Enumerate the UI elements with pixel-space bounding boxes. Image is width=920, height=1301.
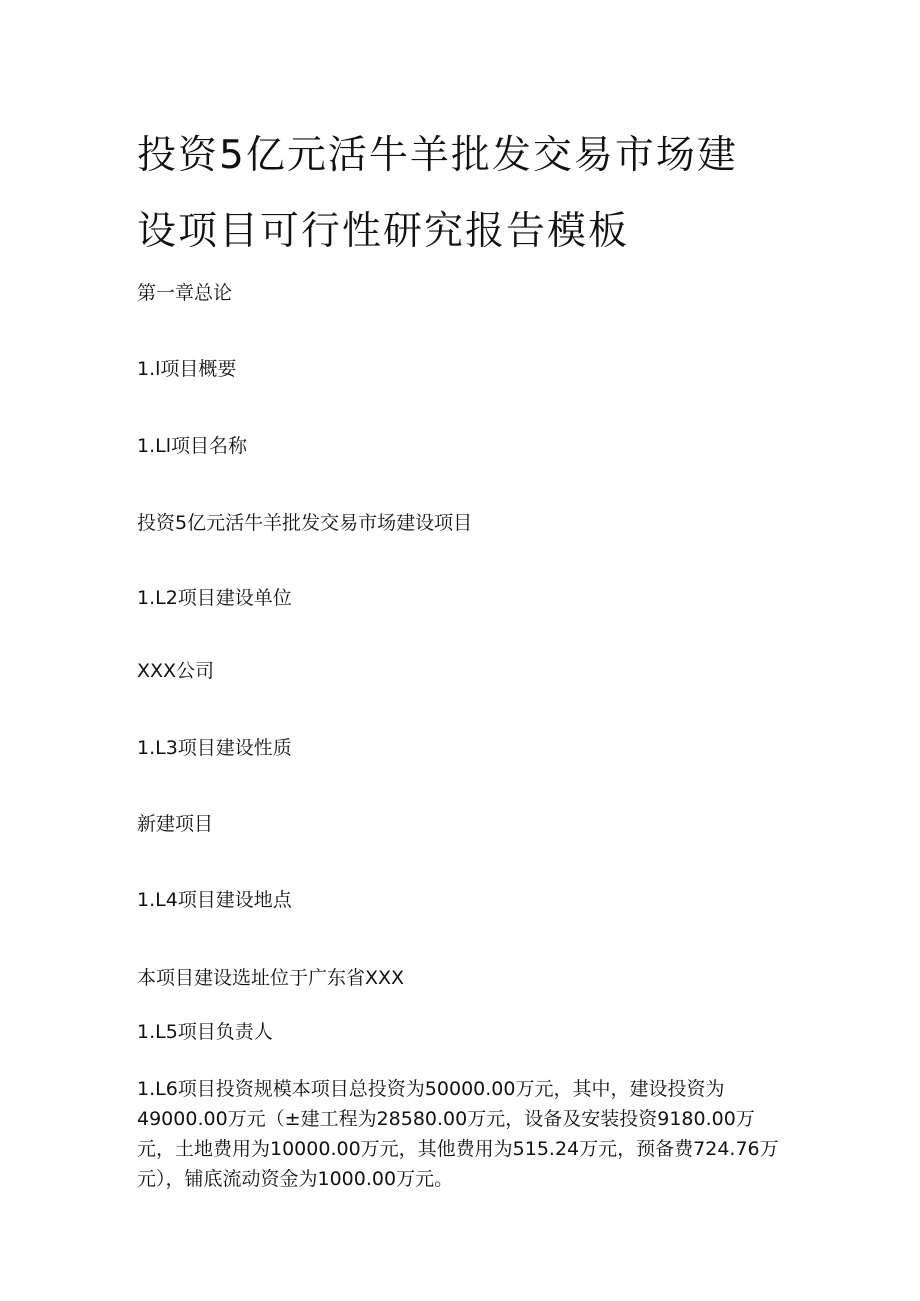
subsection-heading-project-leader: 1.L5项目负责人 bbox=[137, 1021, 273, 1043]
investment-scale-paragraph: 1.L6项目投资规模本项目总投资为50000.00万元，其中，建设投资为49000.00万元（±建工程为28580.00万元，设备及安装投资9180.00万元，土地费用为10000.00万元，其他费用为515.24万元，预备费724.76万元），铺底流动资金为1000.00万元。 bbox=[137, 1078, 779, 1190]
chapter-heading: 第一章总论 bbox=[137, 282, 233, 304]
construction-unit-text: XXX公司 bbox=[137, 660, 215, 682]
construction-nature-text: 新建项目 bbox=[137, 813, 214, 835]
construction-location-text: 本项目建设选址位于广东省XXX bbox=[137, 967, 405, 989]
project-name-text: 投资5亿元活牛羊批发交易市场建设项目 bbox=[137, 512, 473, 534]
subsection-heading-construction-nature: 1.L3项目建设性质 bbox=[137, 737, 292, 759]
document-title-line-2: 设项目可行性研究报告模板 bbox=[137, 209, 630, 254]
document-title-line-1: 投资5亿元活牛羊批发交易市场建 bbox=[137, 133, 738, 178]
subsection-heading-construction-unit: 1.L2项目建设单位 bbox=[137, 587, 292, 609]
subsection-heading-project-name: 1.Ll项目名称 bbox=[137, 435, 247, 457]
section-heading-project-overview: 1.l项目概要 bbox=[137, 358, 237, 380]
subsection-heading-construction-location: 1.L4项目建设地点 bbox=[137, 889, 292, 911]
